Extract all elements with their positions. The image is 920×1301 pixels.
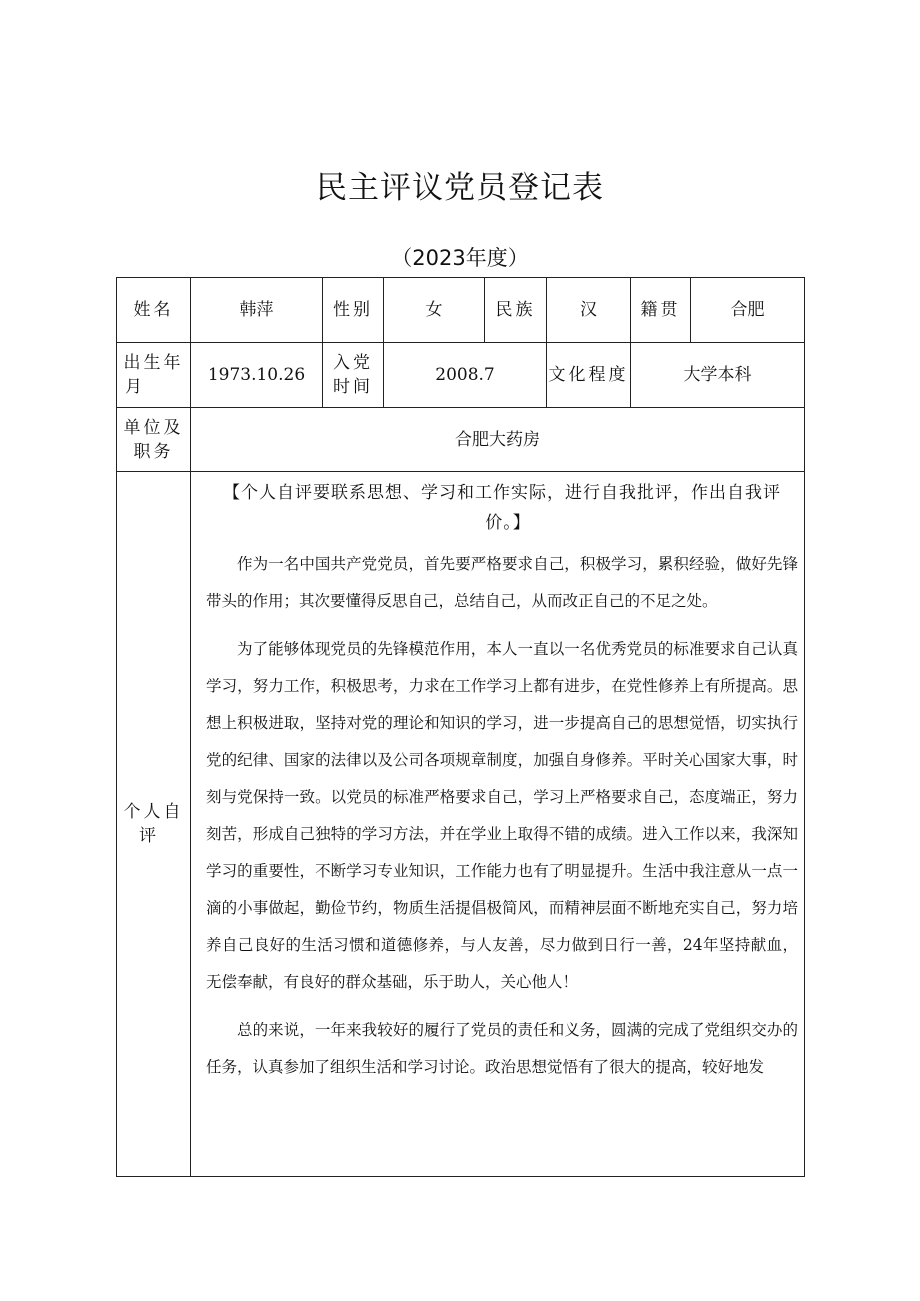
ethnicity-label: 民族 (485, 278, 547, 343)
paragraph: 为了能够体现党员的先锋模范作用，本人一直以一名优秀党员的标准要求自己认真学习，努力工作，积极思考，力求在工作学习上都有进步，在党性修养上有所提高。思想上积极进取，坚持对党的理论和知识的学习，进一步提高自己的思想觉悟，切实执行党的纪律、国家的法律以及公司各项规章制度，加强自身修养。平时关心国家大事，时刻与党保持一致。以党员的标准严格要求自己，学习上严格要求自己，态度端正，努力刻苦，形成自己独特的学习方法，并在学业上取得不错的成绩。进入工作以来，我深知学习的重要性，不断学习专业知识，工作能力也有了明显提升。生活中我注意从一点一滴的小事做起，勤俭节约，物质生活提倡极简风，而精神层面不断地充实自己，努力培养自己良好的生活习惯和道德修养，与人友善，尽力做到日行一善，24年坚持献血，无偿奉献，有良好的群众基础，乐于助人，关心他人！ (206, 640, 798, 991)
self-eval-label-line2: 评 (139, 826, 159, 846)
hometown-label: 籍贯 (631, 278, 691, 343)
ethnicity-value: 汉 (547, 278, 631, 343)
self-eval-label (117, 472, 191, 1177)
table-row (117, 343, 805, 408)
paragraph: 作为一名中国共产党党员，首先要严格要求自己，积极学习，累积经验，做好先锋带头的作用；其次要懂得反思自己，总结自己，从而改正自己的不足之处。 (206, 555, 798, 610)
table-row (117, 408, 805, 472)
gender-label: 性别 (323, 278, 384, 343)
unit-label-line2: 职务 (133, 441, 174, 462)
self-eval-content (191, 472, 805, 1177)
instruction-line2: 价。】 (485, 513, 531, 533)
self-eval-instruction (206, 478, 798, 538)
education-label: 文化程度 (547, 343, 631, 408)
name-label: 姓名 (117, 278, 191, 343)
birth-value: 1973.10.26 (191, 343, 323, 408)
table-row (117, 472, 805, 1177)
birth-label-line2: 月 (125, 377, 145, 397)
unit-label-line1: 单位及 (123, 417, 184, 438)
education-value: 大学本科 (631, 343, 805, 408)
table-row (117, 278, 805, 343)
page-title: 民主评议党员登记表 (316, 170, 604, 206)
hometown-value: 合肥 (691, 278, 805, 343)
paragraph: 总的来说，一年来我较好的履行了党员的责任和义务，圆满的完成了党组织交办的任务，认真参加了组织生活和学习讨论。政治思想觉悟有了很大的提高，较好地发 (206, 1021, 798, 1076)
birth-label (117, 343, 191, 408)
gender-value: 女 (384, 278, 485, 343)
instruction-line1: 【个人自评要联系思想、学习和工作实际，进行自我批评，作出自我评 (223, 483, 781, 503)
year-subtitle: （2023年度） (391, 246, 529, 270)
join-label (323, 343, 384, 408)
unit-label (117, 408, 191, 472)
registration-table (116, 277, 805, 1177)
join-value: 2008.7 (384, 343, 547, 408)
birth-label-line1: 出生年 (123, 353, 184, 373)
join-label-line2: 时间 (333, 377, 373, 397)
self-eval-label-line1: 个人自 (123, 802, 184, 822)
join-label-line1: 入党 (333, 353, 373, 373)
name-value: 韩萍 (191, 278, 323, 343)
unit-value: 合肥大药房 (191, 408, 805, 472)
